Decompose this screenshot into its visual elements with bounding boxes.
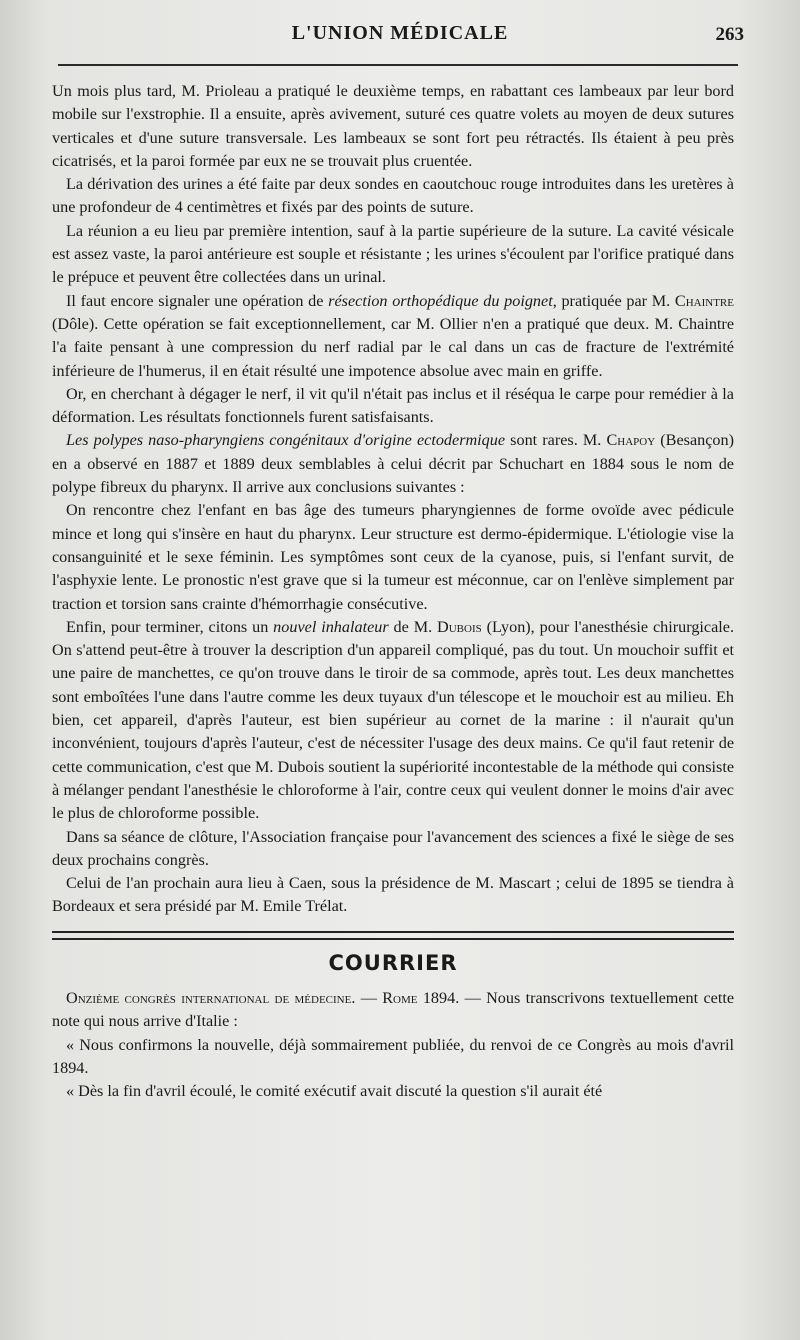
text-run: (Lyon), pour l'anesthésie chirurgicale. On s'attend peut-être à trouver la description d'un appareil compliqué, pas du tout. Un mouchoir suffit et une paire de manchettes, ce qu'on trouve dans le tiroir de sa commode, après tout. Les deux manchettes sont emboîtées l'une dans l'autre comme les deux tuyaux d'un télescope et le mouchoir est au milieu. Eh bien, cet appareil, d'après l'auteur, est bien supérieur au cornet de la marine : il n'aurait qu'un inconvénient, toujours d'après l'auteur, c'est de nécessiter l'usage des deux mains. Ce qu'il faut retenir de cette communication, c'est que M. Dubois soutient la supériorité incontestable de la méthode qui consiste à mélanger pendant l'anesthésie le chloroforme à l'air, contre ceux qui veulent donner le moins d'air avec le plus de chloroforme possible.: [52, 617, 735, 823]
text-run: (Dôle). Cette opération se fait exceptionnellement, car M. Ollier n'en a pratiqué que deux. M. Chaintre l'a faite pensant à une compression du nerf radial par le cal dans un cas de fracture de l'extrémité inférieure de l'humerus, il en était résulté une impotence absolue avec main en griffe.: [52, 314, 734, 380]
place-name: Rome: [382, 988, 418, 1007]
paragraph: La dérivation des urines a été faite par deux sondes en caoutchouc rouge introduites dans les uretères à une profondeur de 4 centimètres et fixés par des points de suture.: [52, 175, 734, 217]
header-rule: [58, 64, 738, 66]
journal-title: L'UNION MÉDICALE: [291, 22, 509, 44]
paragraph: Un mois plus tard, M. Prioleau a pratiqué le deuxième temps, en rabattant ces lambeaux par leur bord mobile sur l'exstrophie. Il a ensuite, après avivement, suturé ces quatre volets au moyen de deux sutures verticales et d'une suture transversale. Les lambeaux se sont fort peu rétractés. Ils étaient à peu près cicatrisés, et la paroi formée par eux ne se trouvait plus cruentée.: [52, 82, 734, 170]
paragraph: Dans sa séance de clôture, l'Association française pour l'avancement des sciences a fixé le siège de ses deux prochains congrès.: [52, 827, 734, 869]
paragraph: Or, en cherchant à dégager le nerf, il vit qu'il n'était pas inclus et il réséqua le carpe pour remédier à la déformation. Les résultats fonctionnels furent satisfaisants.: [52, 384, 734, 427]
paragraph: [52, 429, 734, 499]
paragraph: [52, 616, 734, 826]
text-run: Il faut encore signaler une opération de: [66, 291, 329, 310]
text-run: Enfin, pour terminer, citons un: [66, 617, 274, 636]
author-name: Chapoy: [606, 431, 656, 450]
running-head: [56, 22, 744, 52]
paragraph: On rencontre chez l'enfant en bas âge des tumeurs pharyngiennes de forme ovoïde avec pédicule mince et long qui s'insère en haut du pharynx. Leur structure est dermo-épidermique. L'étiologie vise la consanguinité et le sexe féminin. Les symptômes sont ceux de la cyanose, puis, si l'enfant survit, de l'asphyxie lente. Le pronostic n'est grave que si la tumeur est méconnue, car on l'enlève simplement par traction et torsion sans crainte d'hémorrhagie consécutive.: [52, 501, 734, 613]
paragraph: Celui de l'an prochain aura lieu à Caen, sous la présidence de M. Mascart ; celui de 1895 se tiendra à Bordeaux et sera présidé par M. Emile Trélat.: [52, 874, 734, 916]
congress-name: Onzième congrès international de médecine: [66, 988, 352, 1007]
text-run: (Besançon) en a observé en 1887 et 1889 deux semblables à celui décrit par Schuchart en 1884 sous le nom de polype fibreux du pharynx. Il arrive aux conclusions suivantes :: [52, 431, 735, 497]
paragraph: « Nous confirmons la nouvelle, déjà sommairement publiée, du renvoi de ce Congrès au mois d'avril 1894.: [52, 1035, 734, 1077]
article-body: [52, 80, 734, 1103]
paragraph: [52, 987, 734, 1034]
italic-term: résection orthopédique du poignet: [328, 291, 553, 310]
text-run: sont rares. M.: [505, 431, 607, 450]
text-run: 1894. — Nous transcrivons textuellement cette note qui nous arrive d'Italie :: [52, 988, 734, 1031]
italic-term: nouvel inhalateur: [273, 617, 389, 636]
paragraph: « Dès la fin d'avril écoulé, le comité exécutif avait discuté la question s'il aurait été: [66, 1082, 603, 1101]
page-number: 263: [715, 24, 744, 45]
section-title: COURRIER: [328, 950, 458, 975]
text-run: , pratiquée par M.: [552, 291, 675, 310]
text-run: . —: [351, 988, 383, 1007]
author-name: Chaintre: [674, 291, 734, 310]
paragraph: La réunion a eu lieu par première intention, sauf à la partie supérieure de la suture. La cavité vésicale est assez vaste, la paroi antérieure est souple et résistante ; les urines s'écoulent par l'orifice pratiqué dans le prépuce et peuvent être collectées dans un urinal.: [52, 221, 734, 287]
italic-term: Les polypes naso-pharyngiens congénitaux d'origine ectodermique: [66, 431, 506, 450]
author-name: Dubois: [437, 617, 482, 636]
text-run: de M.: [388, 617, 438, 636]
section-divider: [52, 931, 734, 940]
paragraph: [52, 290, 734, 383]
